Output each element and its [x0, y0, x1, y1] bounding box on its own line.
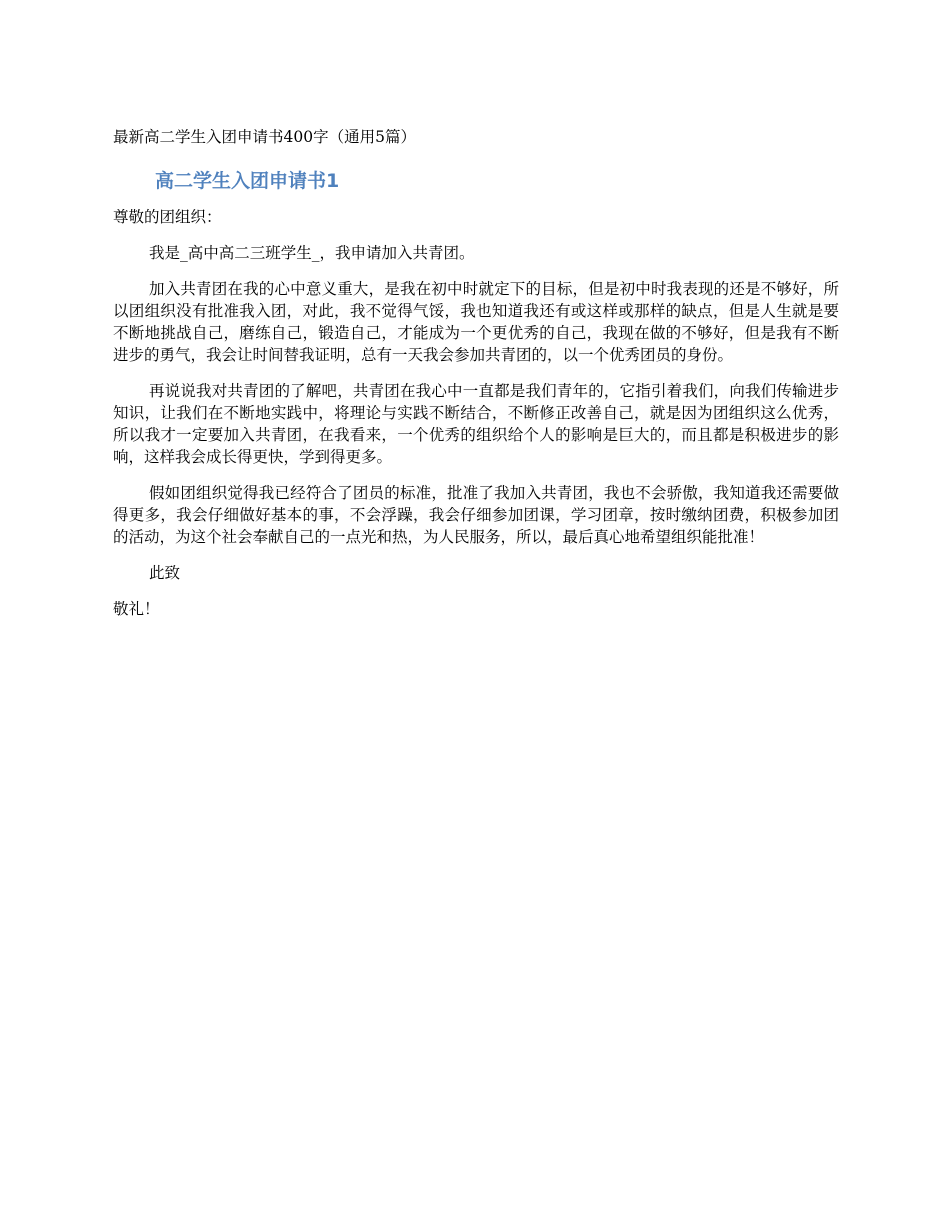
paragraph-motivation: 加入共青团在我的心中意义重大，是我在初中时就定下的目标，但是初中时我表现的还是不够好，所以团组织没有批准我入团，对此，我不觉得气馁，我也知道我还有或这样或那样的缺点，但是人生就是要不断地挑战自己，磨练自己，锻造自己，才能成为一个更优秀的自己，我现在做的不够好，但是我有不断进步的勇气，我会让时间替我证明，总有一天我会参加共青团的，以一个优秀团员的身份。: [113, 280, 839, 364]
section-heading: 高二学生入团申请书1: [155, 170, 340, 192]
paragraph-intro: 我是_高中高二三班学生_，我申请加入共青团。: [149, 244, 475, 262]
regards-text: 敬礼！: [113, 600, 160, 618]
closing-text: 此致: [149, 564, 181, 582]
paragraph-understanding: 再说说我对共青团的了解吧，共青团在我心中一直都是我们青年的，它指引着我们，向我们传输进步知识，让我们在不断地实践中，将理论与实践不断结合，不断修正改善自己，就是因为团组织这么优秀，所以我才一定要加入共青团，在我看来，一个优秀的组织给个人的影响是巨大的，而且都是积极进步的影响，这样我会成长得更快，学到得更多。: [113, 382, 839, 466]
paragraph-commitment: 假如团组织觉得我已经符合了团员的标准，批准了我加入共青团，我也不会骄傲，我知道我还需要做得更多，我会仔细做好基本的事，不会浮躁，我会仔细参加团课，学习团章，按时缴纳团费，积极参加团的活动，为这个社会奉献自己的一点光和热，为人民服务，所以，最后真心地希望组织能批准！: [113, 484, 839, 546]
salutation: 尊敬的团组织：: [113, 208, 222, 226]
document-title: 最新高二学生入团申请书400字（通用5篇）: [113, 128, 416, 146]
document-body: [113, 124, 839, 620]
